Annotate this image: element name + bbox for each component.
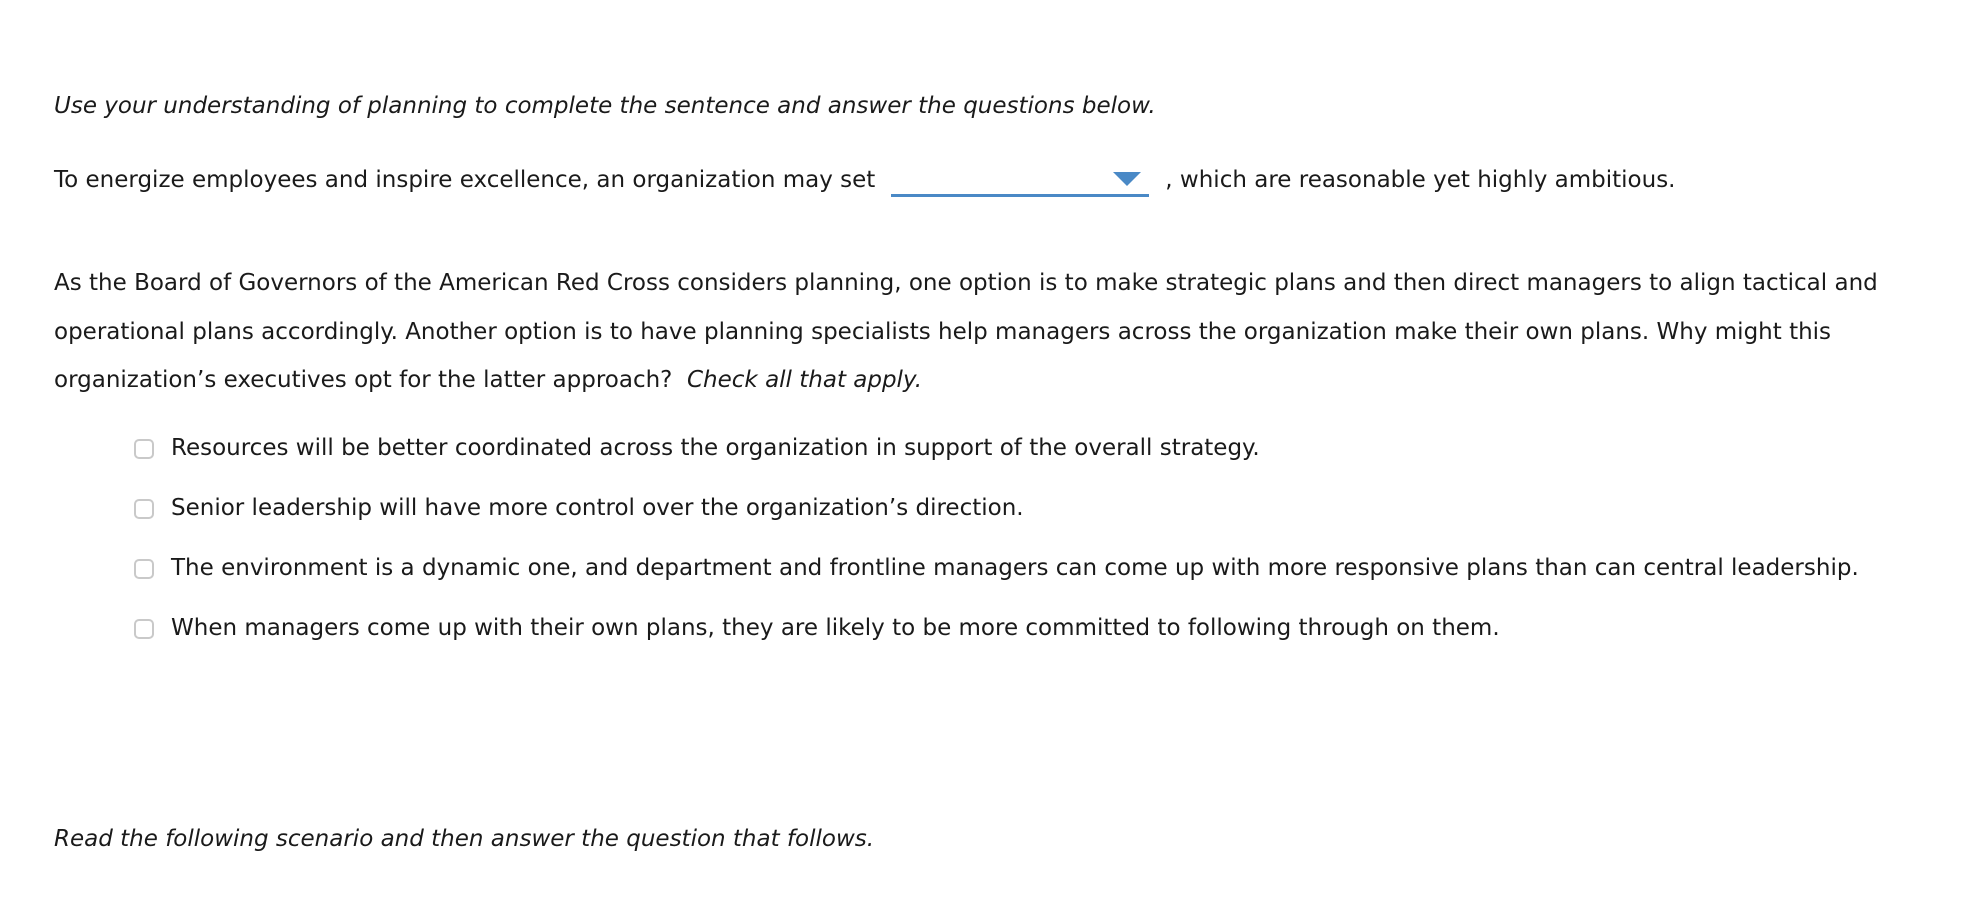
option-3[interactable] (134, 553, 1914, 592)
sentence-before: To energize employees and inspire excellence, an organization may set (54, 167, 876, 193)
checkbox[interactable] (134, 499, 154, 519)
checkbox[interactable] (134, 619, 154, 639)
answer-dropdown[interactable] (891, 163, 1149, 197)
fill-in-sentence (54, 163, 1676, 197)
check-all-note: Check all that apply. (687, 367, 923, 393)
question-prompt (54, 259, 1934, 405)
answer-options (134, 433, 1914, 673)
option-label[interactable]: Resources will be better coordinated across the organization in support of the overall strategy. (171, 435, 1260, 461)
question-text: As the Board of Governors of the American Red Cross considers planning, one option is to make strategic plans and then direct managers to align tactical and operational plans accordingly. Another option is to have planning specialists help managers across the organization make their own plans. Why might this organization’s executives opt for the latter approach? (54, 270, 1878, 393)
option-label[interactable]: When managers come up with their own plans, they are likely to be more committed to following through on them. (171, 615, 1500, 641)
option-label[interactable]: Senior leadership will have more control over the organization’s direction. (171, 495, 1024, 521)
option-1[interactable] (134, 433, 1914, 472)
scenario-instruction: Read the following scenario and then answer the question that follows. (54, 826, 875, 852)
option-label[interactable]: The environment is a dynamic one, and department and frontline managers can come up with more responsive plans than can central leadership. (171, 555, 1859, 581)
sentence-after: , which are reasonable yet highly ambitious. (1165, 167, 1676, 193)
instruction-text: Use your understanding of planning to complete the sentence and answer the questions below. (54, 93, 1156, 119)
option-4[interactable] (134, 613, 1914, 652)
option-2[interactable] (134, 493, 1914, 532)
checkbox[interactable] (134, 559, 154, 579)
checkbox[interactable] (134, 439, 154, 459)
chevron-down-icon[interactable] (1113, 172, 1141, 186)
